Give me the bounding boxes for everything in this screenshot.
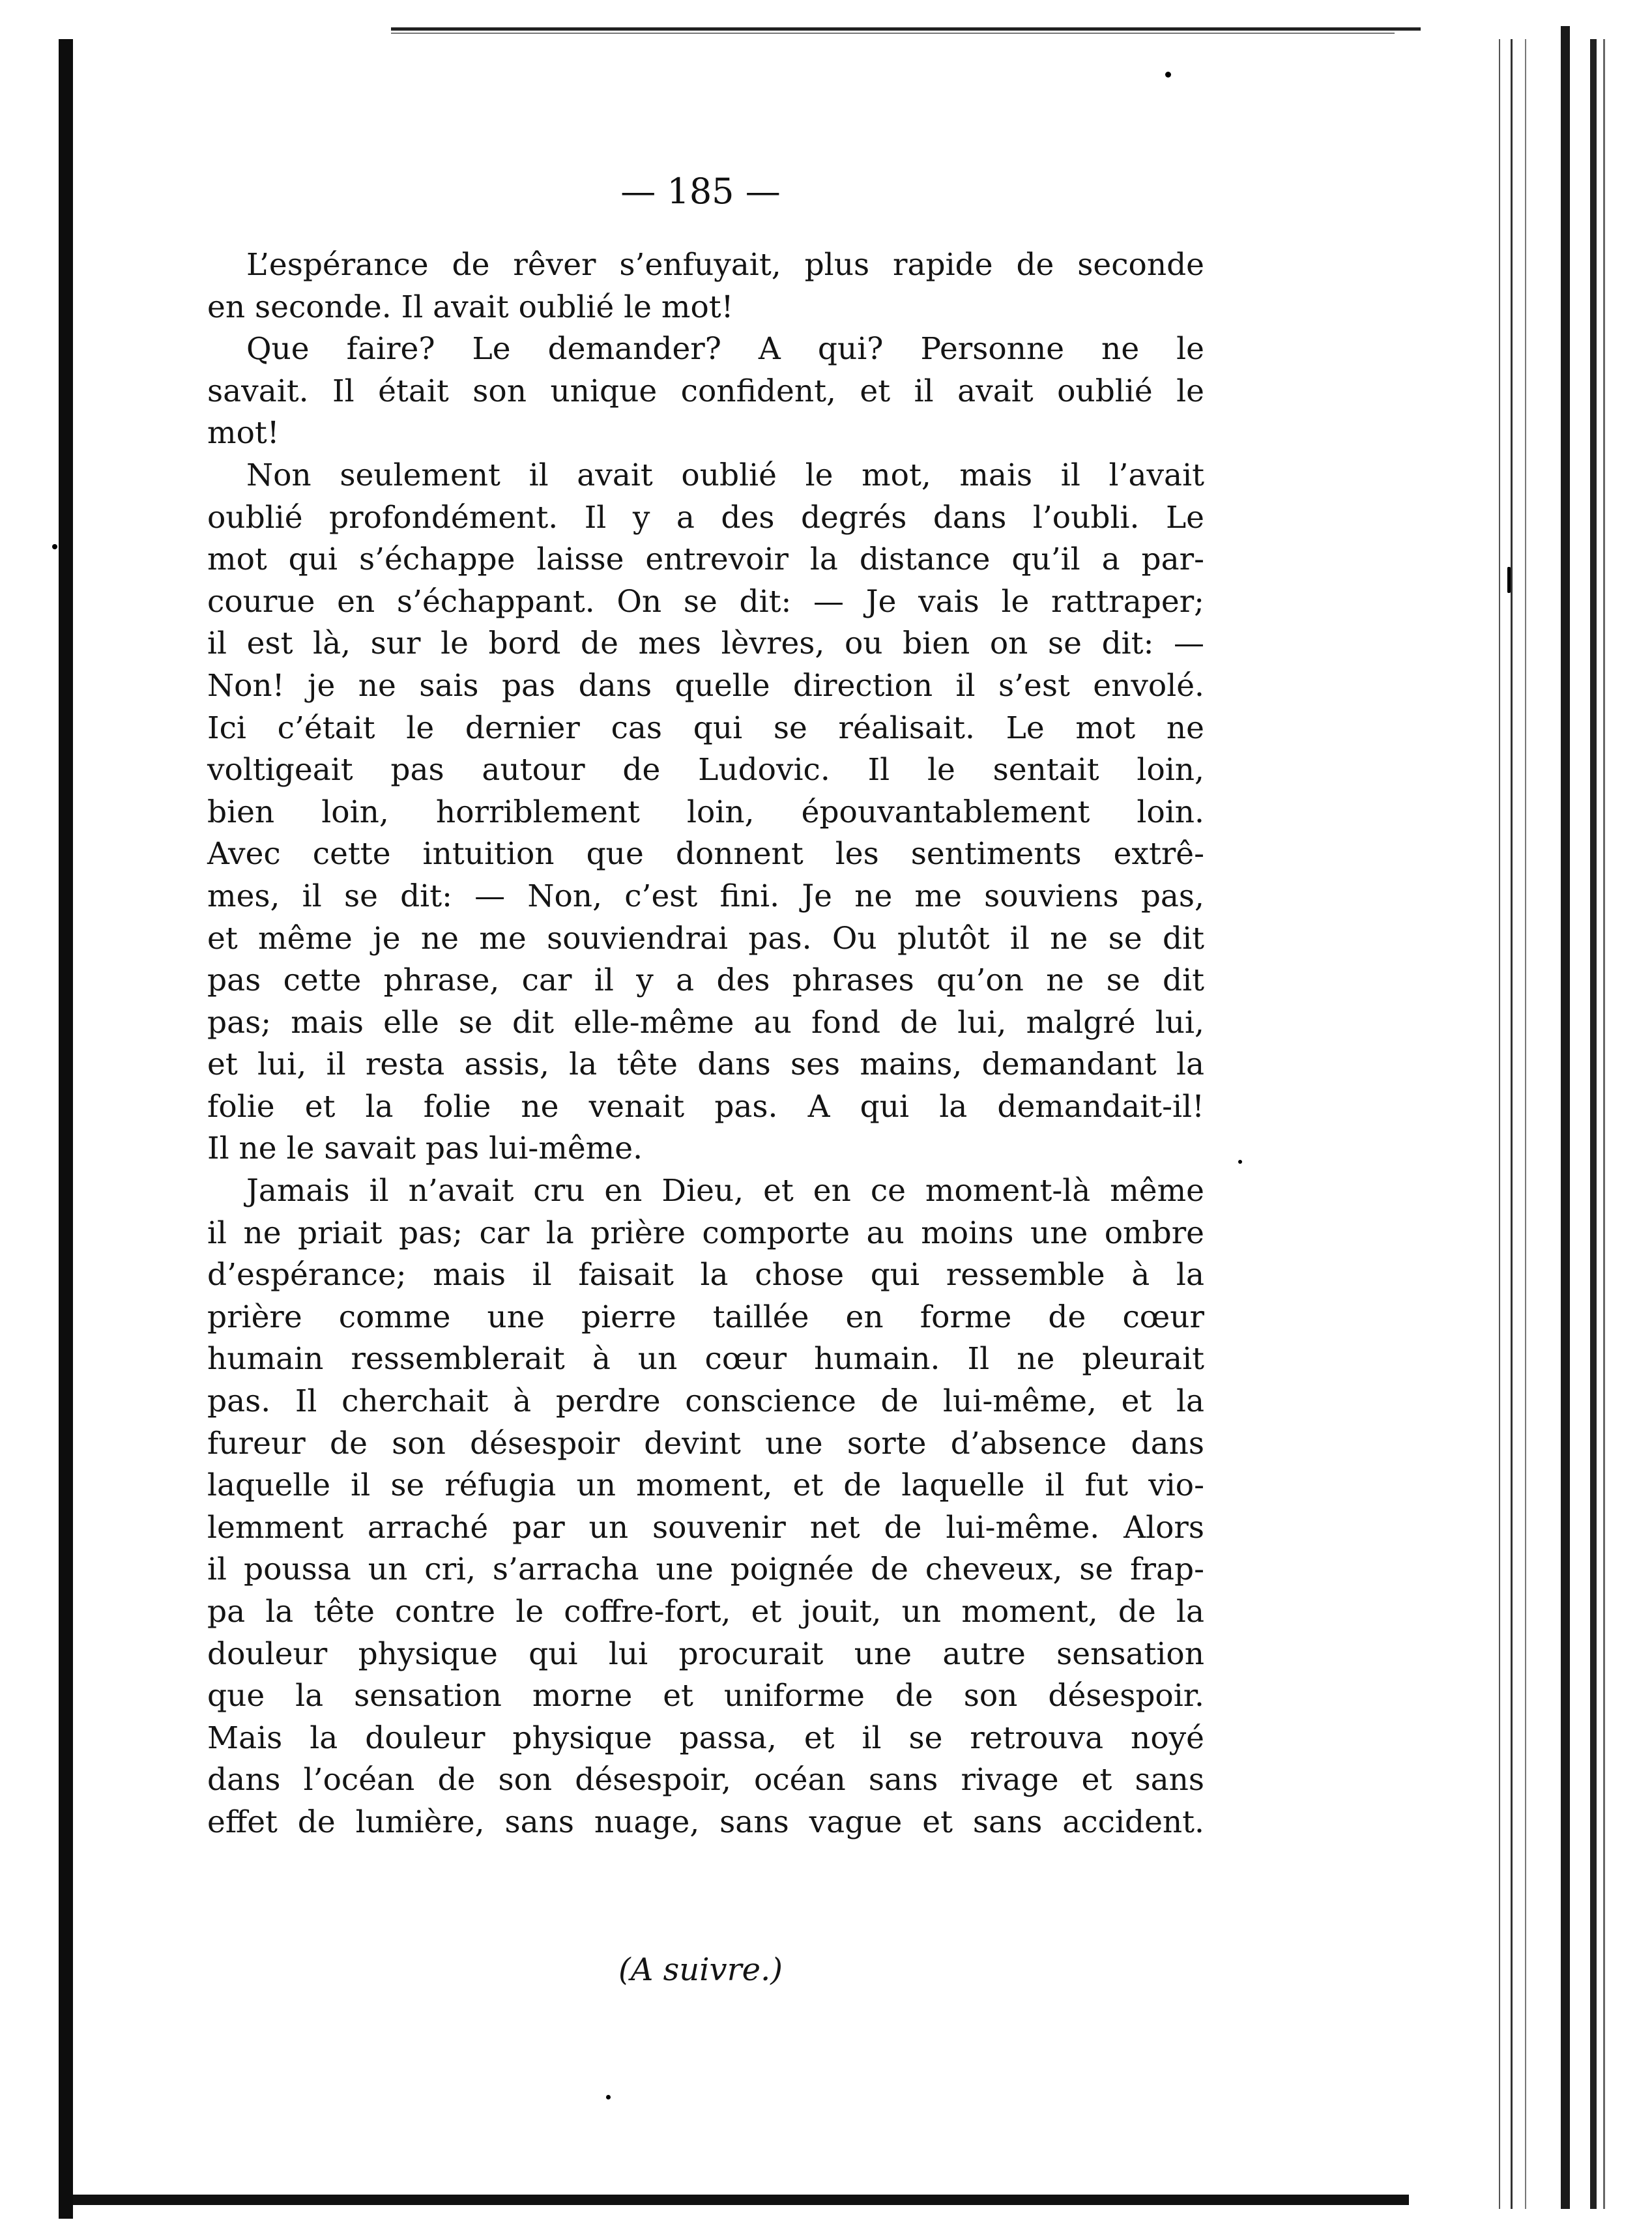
text-line: voltigeait pas autour de Ludovic. Il le sentait loin, — [207, 752, 1204, 788]
scan-left-bar — [59, 39, 73, 2219]
scan-top-rule — [391, 27, 1421, 31]
text-line: mot qui s’échappe laisse entrevoir la distance qu’il a par- — [207, 541, 1204, 578]
text-line: en seconde. Il avait oublié le mot! — [207, 289, 734, 325]
text-line: d’espérance; mais il faisait la chose qui ressemble à la — [207, 1257, 1204, 1293]
text-line: Mais la douleur physique passa, et il se retrouva noyé — [207, 1720, 1204, 1756]
scan-speck — [606, 2095, 611, 2099]
text-line: et même je ne me souviendrai pas. Ou plutôt il ne se dit — [207, 920, 1204, 957]
text-line: mot! — [207, 415, 280, 452]
scan-right-edge — [1525, 39, 1526, 2209]
text-line: il est là, sur le bord de mes lèvres, ou bien on se dit: — — [207, 626, 1204, 662]
body-text — [207, 244, 1204, 1844]
text-line: lemment arraché par un souvenir net de lui-même. Alors — [207, 1509, 1204, 1546]
text-line: il ne priait pas; car la prière comporte au moins une ombre — [207, 1215, 1204, 1251]
text-line: Non seulement il avait oublié le mot, mais il l’avait — [246, 457, 1204, 493]
text-line: oublié profondément. Il y a des degrés dans l’oubli. Le — [207, 499, 1204, 536]
text-line: il poussa un cri, s’arracha une poignée de cheveux, se frap- — [207, 1551, 1204, 1588]
page-number: — 185 — — [620, 171, 781, 212]
text-line: bien loin, horriblement loin, épouvantablement loin. — [207, 794, 1204, 830]
text-line: Que faire? Le demander? A qui? Personne ne le — [246, 331, 1204, 368]
text-line: fureur de son désespoir devint une sorte d’absence dans — [207, 1425, 1204, 1462]
text-line: pas cette phrase, car il y a des phrases qu’on ne se dit — [207, 962, 1204, 999]
text-line: que la sensation morne et uniforme de son désespoir. — [207, 1678, 1204, 1714]
text-line: humain ressemblerait à un cœur humain. Il ne pleurait — [207, 1341, 1204, 1377]
scan-speck — [52, 544, 57, 549]
text-line: douleur physique qui lui procurait une autre sensation — [207, 1636, 1204, 1672]
scan-speck — [1165, 72, 1171, 78]
scan-right-edge — [1511, 39, 1513, 2209]
scan-speck — [1507, 567, 1511, 593]
text-line: laquelle il se réfugia un moment, et de laquelle il fut vio- — [207, 1467, 1204, 1504]
text-line: prière comme une pierre taillée en forme de cœur — [207, 1299, 1204, 1335]
text-line: pas. Il cherchait à perdre conscience de lui-même, et la — [207, 1383, 1204, 1420]
scan-right-bar — [1561, 26, 1570, 2209]
text-line: Il ne le savait pas lui-même. — [207, 1131, 643, 1167]
text-line: savait. Il était son unique confident, et il avait oublié le — [207, 373, 1204, 409]
text-line: et lui, il resta assis, la tête dans ses mains, demandant la — [207, 1046, 1204, 1083]
text-line: Jamais il n’avait cru en Dieu, et en ce moment-là même — [246, 1173, 1204, 1209]
to-be-continued-note: (A suivre.) — [618, 1952, 783, 1988]
text-line: courue en s’échappant. On se dit: — Je vais le rattraper; — [207, 583, 1204, 620]
text-line: Ici c’était le dernier cas qui se réalisait. Le mot ne — [207, 710, 1204, 746]
text-line: folie et la folie ne venait pas. A qui la demandait-il! — [207, 1088, 1204, 1125]
text-line: effet de lumière, sans nuage, sans vague et sans accident. — [207, 1804, 1204, 1840]
scan-right-edge — [1590, 39, 1597, 2209]
text-line: pas; mais elle se dit elle-même au fond de lui, malgré lui, — [207, 1004, 1204, 1041]
text-line: Non! je ne sais pas dans quelle direction il s’est envolé. — [207, 667, 1204, 704]
text-line: mes, il se dit: — Non, c’est fini. Je ne me souviens pas, — [207, 878, 1204, 914]
scan-right-edge — [1603, 39, 1605, 2209]
text-line: L’espérance de rêver s’enfuyait, plus rapide de seconde — [246, 247, 1204, 283]
text-line: Avec cette intuition que donnent les sentiments extrê- — [207, 836, 1204, 872]
scan-speck — [1238, 1160, 1242, 1164]
scan-top-thin-rule — [391, 33, 1395, 34]
text-line: dans l’océan de son désespoir, océan sans rivage et sans — [207, 1762, 1204, 1798]
text-line: pa la tête contre le coffre-fort, et jouit, un moment, de la — [207, 1594, 1204, 1630]
scan-bottom-rule — [73, 2195, 1409, 2205]
scan-right-edge — [1499, 39, 1500, 2209]
